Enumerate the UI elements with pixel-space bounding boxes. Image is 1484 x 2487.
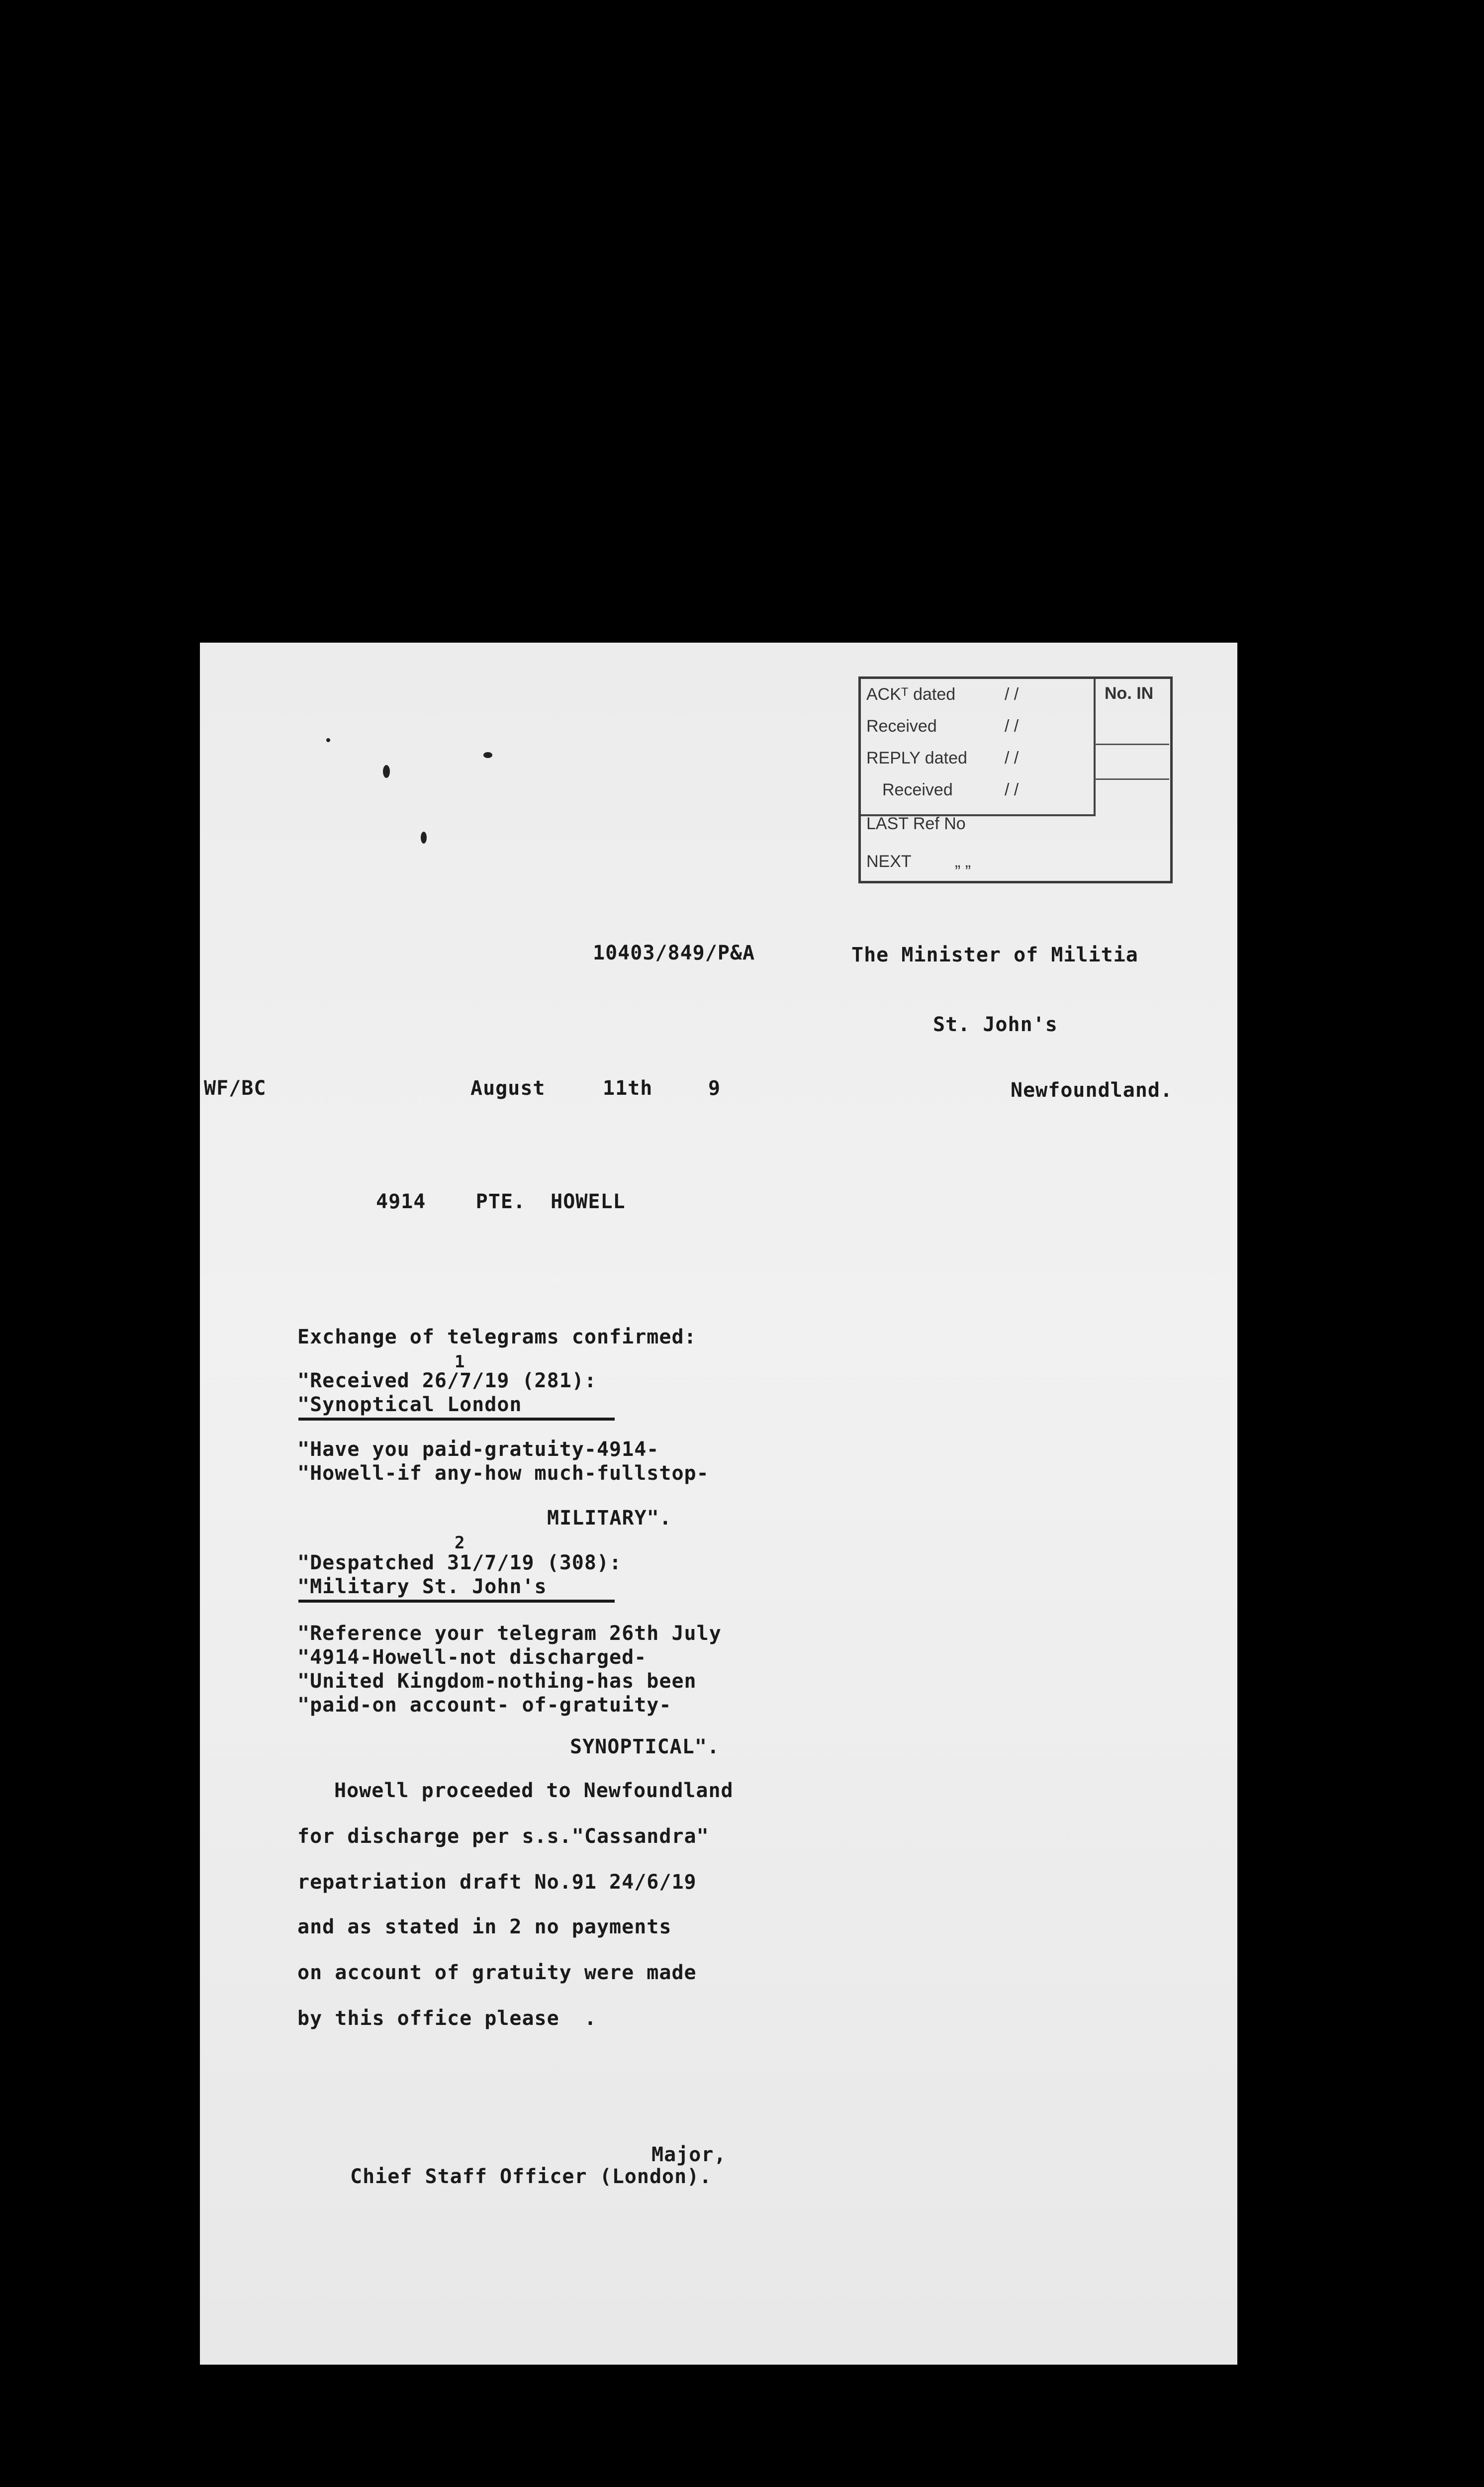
item-number-2: 2 xyxy=(455,1533,465,1553)
body-line-4: and as stated in 2 no payments xyxy=(297,1915,672,1938)
telegram-2-signature: SYNOPTICAL". xyxy=(570,1735,720,1758)
telegram-1-signature: MILITARY". xyxy=(547,1507,672,1530)
addressee-line-1: The Minister of Militia xyxy=(851,944,1138,966)
ink-mark xyxy=(383,765,390,778)
ink-mark xyxy=(421,832,427,844)
subject-line: 4914 PTE. HOWELL xyxy=(376,1190,626,1213)
telegram-2-line-4: "paid-on account- of-gratuity- xyxy=(297,1694,672,1717)
telegram-1-from: "Synoptical London xyxy=(297,1393,522,1416)
stamp-slashes: / / xyxy=(1005,749,1019,767)
date-day: 11th xyxy=(603,1077,653,1100)
reference-number: 10403/849/P&A xyxy=(593,942,755,964)
date-month: August xyxy=(470,1077,546,1100)
underline xyxy=(298,1418,615,1421)
telegram-2-header: "Despatched 31/7/19 (308): xyxy=(297,1551,622,1574)
stamp-received-2: Received xyxy=(882,780,953,799)
initials: WF/BC xyxy=(204,1077,267,1100)
telegram-2-line-3: "United Kingdom-nothing-has been xyxy=(297,1670,697,1693)
document-page xyxy=(200,643,1237,2365)
stamp-slashes: / / xyxy=(1005,685,1019,704)
addressee-line-2: St. John's xyxy=(933,1013,1058,1036)
stamp-last-ref: LAST Ref No xyxy=(866,814,966,833)
intro-line: Exchange of telegrams confirmed: xyxy=(297,1326,697,1348)
telegram-1-line-1: "Have you paid-gratuity-4914- xyxy=(297,1438,659,1461)
stamp-received: Received xyxy=(866,717,937,736)
stamp-next-marks: „ „ xyxy=(955,852,971,871)
stamp-rule xyxy=(1095,744,1169,745)
body-line-3: repatriation draft No.91 24/6/19 xyxy=(297,1871,697,1894)
body-line-1: Howell proceeded to Newfoundland xyxy=(334,1779,734,1802)
telegram-1-line-2: "Howell-if any-how much-fullstop- xyxy=(297,1462,709,1485)
stamp-slashes: / / xyxy=(1005,780,1019,799)
body-line-5: on account of gratuity were made xyxy=(297,1961,697,1984)
signatory-title: Chief Staff Officer (London). xyxy=(350,2165,712,2188)
stamp-ack-dated: ACKᵀ dated xyxy=(866,685,956,704)
addressee-line-3: Newfoundland. xyxy=(1011,1079,1173,1102)
stamp-reply-dated: REPLY dated xyxy=(866,749,967,767)
stamp-number-label: No. IN xyxy=(1105,684,1154,703)
stamp-slashes: / / xyxy=(1005,717,1019,736)
underline xyxy=(298,1600,615,1603)
stamp-rule xyxy=(1095,778,1169,780)
body-line-2: for discharge per s.s."Cassandra" xyxy=(297,1825,709,1848)
ink-mark xyxy=(483,752,492,758)
signatory-rank: Major, xyxy=(651,2143,727,2166)
stamp-next: NEXT xyxy=(866,852,912,871)
telegram-2-line-1: "Reference your telegram 26th July xyxy=(297,1622,722,1645)
item-number-1: 1 xyxy=(455,1352,465,1372)
telegram-2-from: "Military St. John's xyxy=(297,1575,547,1598)
date-year: 9 xyxy=(708,1077,721,1100)
telegram-2-line-2: "4914-Howell-not discharged- xyxy=(297,1646,647,1669)
telegram-1-header: "Received 26/7/19 (281): xyxy=(297,1369,597,1392)
ink-mark xyxy=(326,738,330,742)
body-line-6: by this office please . xyxy=(297,2007,597,2030)
